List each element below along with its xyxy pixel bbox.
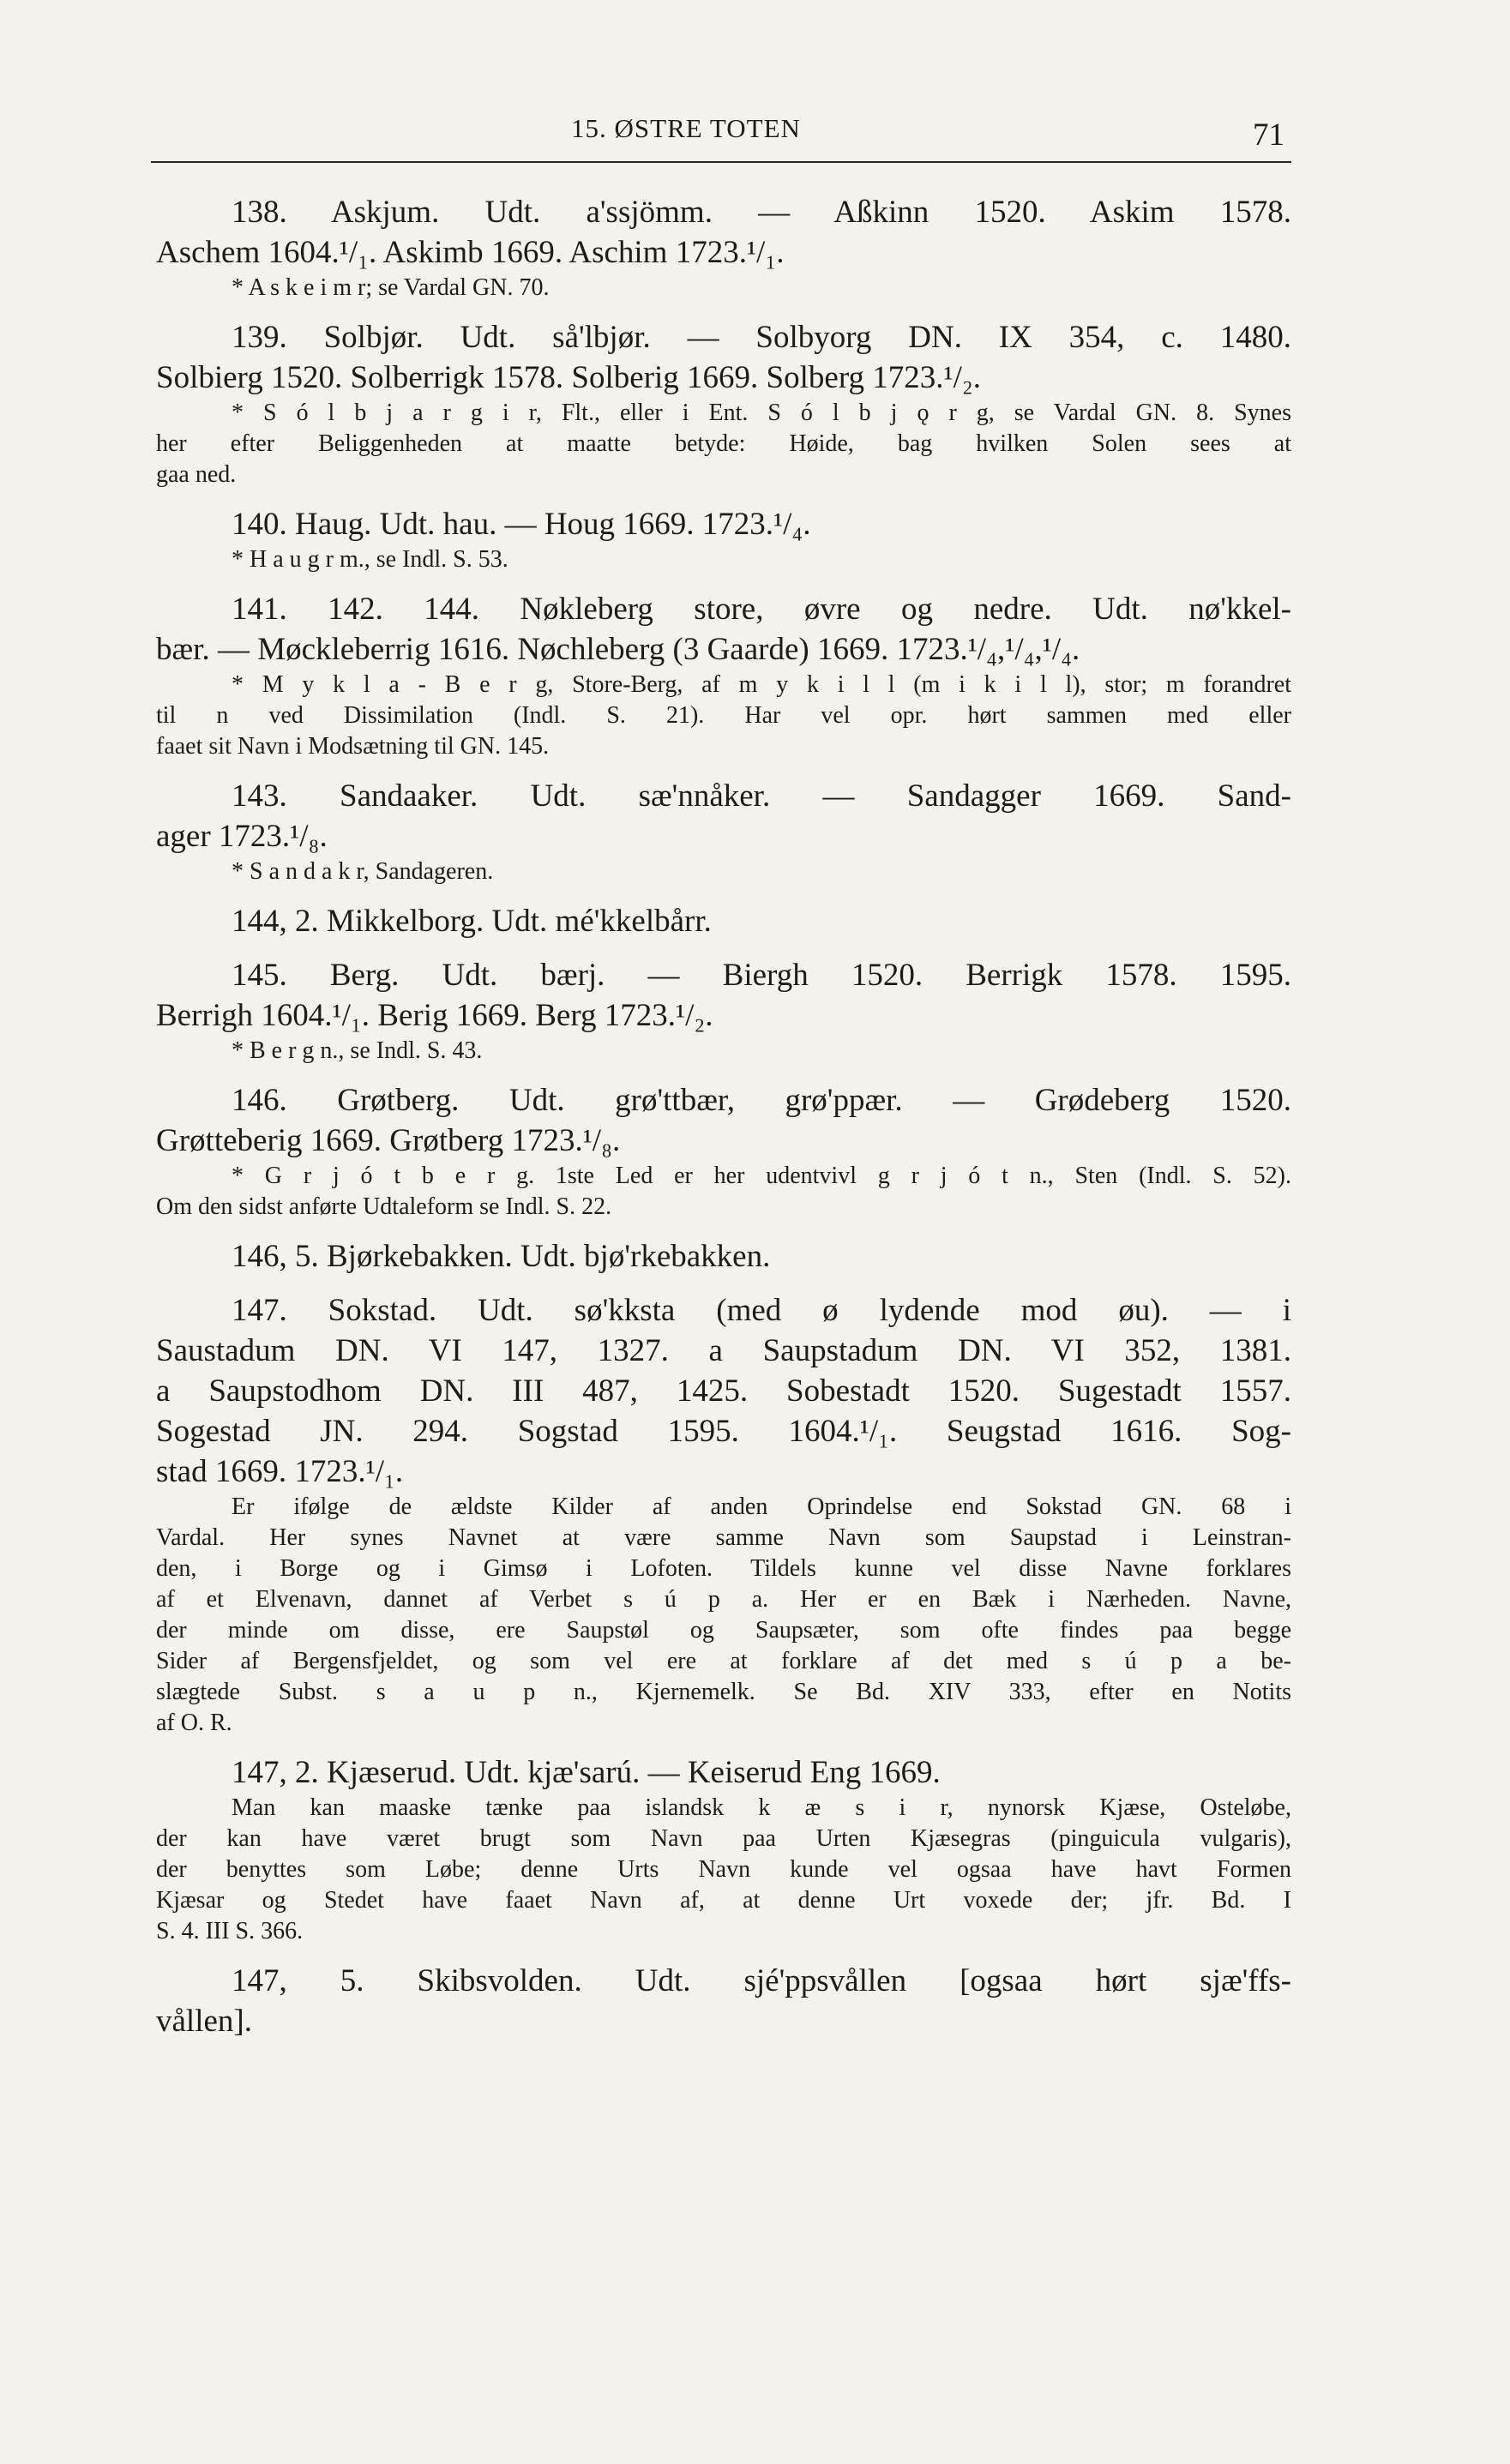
page-header <box>151 110 1291 163</box>
entry-form-line: Solbierg 1520. Solberrigk 1578. Solberig 1669. Solberg 1723.¹/₂. <box>156 360 981 395</box>
entry-note <box>156 1492 1291 1739</box>
entry-heading <box>156 1080 1291 1161</box>
entry-heading <box>156 1290 1291 1492</box>
page-number: 71 <box>1253 117 1284 153</box>
entry-title-line: 144, 2. Mikkelborg. Udt. mé'kkelbårr. <box>232 904 712 939</box>
entry-note <box>156 1793 1291 1947</box>
entry-note <box>156 1161 1291 1223</box>
note-line: gaa ned. <box>156 461 237 488</box>
entry-form-line: Aschem 1604.¹/₁. Askimb 1669. Aschim 1723.¹/₁. <box>156 235 785 270</box>
entry-heading <box>156 1961 1291 2041</box>
note-line: S. 4. III S. 366. <box>156 1918 304 1944</box>
entry-note <box>156 1036 1291 1067</box>
note-line: Vardal. Her synes Navnet at være samme Navn som Saupstad i Leinstran- <box>156 1524 1291 1551</box>
entry-title-line: 143. Sandaaker. Udt. sæ'nnåker. — Sandagger 1669. Sand- <box>232 778 1291 814</box>
entry-heading <box>156 955 1291 1036</box>
entry-143 <box>156 776 1291 887</box>
note-line: Kjæsar og Stedet have faaet Navn af, at denne Urt voxede der; jfr. Bd. I <box>156 1887 1291 1914</box>
entry-145 <box>156 955 1291 1067</box>
note-line: her efter Beliggenheden at maatte betyde: Høide, bag hvilken Solen sees at <box>156 430 1291 457</box>
entry-heading <box>156 901 1291 941</box>
entry-title-line: 146, 5. Bjørkebakken. Udt. bjø'rkebakken. <box>232 1239 771 1274</box>
note-line: af O. R. <box>156 1710 232 1736</box>
note-line: * G r j ó t b e r g. 1ste Led er her udentvivl g r j ó t n., Sten (Indl. S. 52). <box>232 1163 1291 1189</box>
entry-title-line: 145. Berg. Udt. bærj. — Biergh 1520. Berrigk 1578. 1595. <box>232 958 1291 993</box>
note-line: Er ifølge de ældste Kilder af anden Oprindelse end Sokstad GN. 68 i <box>232 1493 1291 1520</box>
entry-form-line: Sogestad JN. 294. Sogstad 1595. 1604.¹/₁. Seugstad 1616. Sog- <box>156 1414 1291 1449</box>
entry-title-line: 147. Sokstad. Udt. sø'kksta (med ø lydende mod øu). — i <box>232 1293 1291 1328</box>
entry-form-line: vållen]. <box>156 2004 252 2039</box>
entry-form-line: a Saupstodhom DN. III 487, 1425. Sobestadt 1520. Sugestadt 1557. <box>156 1373 1291 1409</box>
entry-146-5 <box>156 1236 1291 1277</box>
note-line: Sider af Bergensfjeldet, og som vel ere at forklare af det med s ú p a be- <box>156 1648 1291 1674</box>
entry-title-line: 146. Grøtberg. Udt. grø'ttbær, grø'ppær. — Grødeberg 1520. <box>232 1083 1291 1118</box>
note-line: Om den sidst anførte Udtaleform se Indl. S. 22. <box>156 1193 612 1220</box>
entry-heading <box>156 1236 1291 1277</box>
note-line: * H a u g r m., se Indl. S. 53. <box>232 546 508 573</box>
note-line: der benyttes som Løbe; denne Urts Navn kunde vel ogsaa have havt Formen <box>156 1856 1291 1883</box>
entry-note <box>156 670 1291 762</box>
note-line: der minde om disse, ere Saupstøl og Saupsæter, som ofte findes paa begge <box>156 1617 1291 1644</box>
entry-heading <box>156 776 1291 856</box>
entry-heading <box>156 317 1291 398</box>
entry-note <box>156 856 1291 887</box>
entry-heading <box>156 1752 1291 1793</box>
note-line: * A s k e i m r; se Vardal GN. 70. <box>232 274 550 301</box>
entry-title-line: 139. Solbjør. Udt. så'lbjør. — Solbyorg DN. IX 354, c. 1480. <box>232 320 1291 355</box>
entry-147 <box>156 1290 1291 1739</box>
entry-title-line: 140. Haug. Udt. hau. — Houg 1669. 1723.¹/₄. <box>232 507 811 542</box>
entry-form-line: Grøtteberig 1669. Grøtberg 1723.¹/₈. <box>156 1123 621 1158</box>
entry-147-5 <box>156 1961 1291 2041</box>
entry-140 <box>156 504 1291 575</box>
main-text <box>156 192 1291 2055</box>
note-line: Man kan maaske tænke paa islandsk k æ s i r, nynorsk Kjæse, Osteløbe, <box>232 1794 1291 1821</box>
entry-heading <box>156 504 1291 544</box>
entry-note <box>156 273 1291 303</box>
entry-form-line: ager 1723.¹/₈. <box>156 819 328 854</box>
entry-147-2 <box>156 1752 1291 1947</box>
entry-title-line: 147, 2. Kjæserud. Udt. kjæ'sarú. — Keiserud Eng 1669. <box>232 1755 941 1790</box>
entry-heading <box>156 589 1291 670</box>
note-line: faaet sit Navn i Modsætning til GN. 145. <box>156 733 550 760</box>
note-line: den, i Borge og i Gimsø i Lofoten. Tildels kunne vel disse Navne forklares <box>156 1555 1291 1582</box>
entry-146 <box>156 1080 1291 1223</box>
note-line: * B e r g n., se Indl. S. 43. <box>232 1037 483 1064</box>
entry-title-line: 141. 142. 144. Nøkleberg store, øvre og nedre. Udt. nø'kkel- <box>232 592 1291 627</box>
entry-form-line: Berrigh 1604.¹/₁. Berig 1669. Berg 1723.¹/₂. <box>156 998 713 1033</box>
note-line: til n ved Dissimilation (Indl. S. 21). Har vel opr. hørt sammen med eller <box>156 702 1291 729</box>
note-line: * S a n d a k r, Sandageren. <box>232 858 494 885</box>
note-line: der kan have været brugt som Navn paa Urten Kjæsegras (pinguicula vulgaris), <box>156 1825 1291 1852</box>
entry-form-line: Saustadum DN. VI 147, 1327. a Saupstadum DN. VI 352, 1381. <box>156 1333 1291 1368</box>
entry-note <box>156 398 1291 490</box>
entry-form-line: bær. — Møckleberrig 1616. Nøchleberg (3 Gaarde) 1669. 1723.¹/₄,¹/₄,¹/₄. <box>156 632 1080 667</box>
entry-title-line: 147, 5. Skibsvolden. Udt. sjé'ppsvållen [ogsaa hørt sjæ'ffs- <box>232 1963 1291 1998</box>
note-line: af et Elvenavn, dannet af Verbet s ú p a. Her er en Bæk i Nærheden. Navne, <box>156 1586 1291 1613</box>
note-line: slægtede Subst. s a u p n., Kjernemelk. Se Bd. XIV 333, efter en Notits <box>156 1679 1291 1705</box>
note-line: * M y k l a - B e r g, Store-Berg, af m y k i l l (m i k i l l), stor; m forandret <box>232 671 1291 698</box>
entry-144-2 <box>156 901 1291 941</box>
note-line: * S ó l b j a r g i r, Flt., eller i Ent. S ó l b j ǫ r g, se Vardal GN. 8. Synes <box>232 400 1291 426</box>
entry-form-line: stad 1669. 1723.¹/₁. <box>156 1454 404 1489</box>
entry-note <box>156 544 1291 575</box>
entry-139 <box>156 317 1291 490</box>
entry-138 <box>156 192 1291 303</box>
entry-title-line: 138. Askjum. Udt. a'ssjömm. — Aßkinn 1520. Askim 1578. <box>232 195 1291 230</box>
entry-141 <box>156 589 1291 762</box>
running-title: 15. ØSTRE TOTEN <box>571 113 801 143</box>
entry-heading <box>156 192 1291 273</box>
